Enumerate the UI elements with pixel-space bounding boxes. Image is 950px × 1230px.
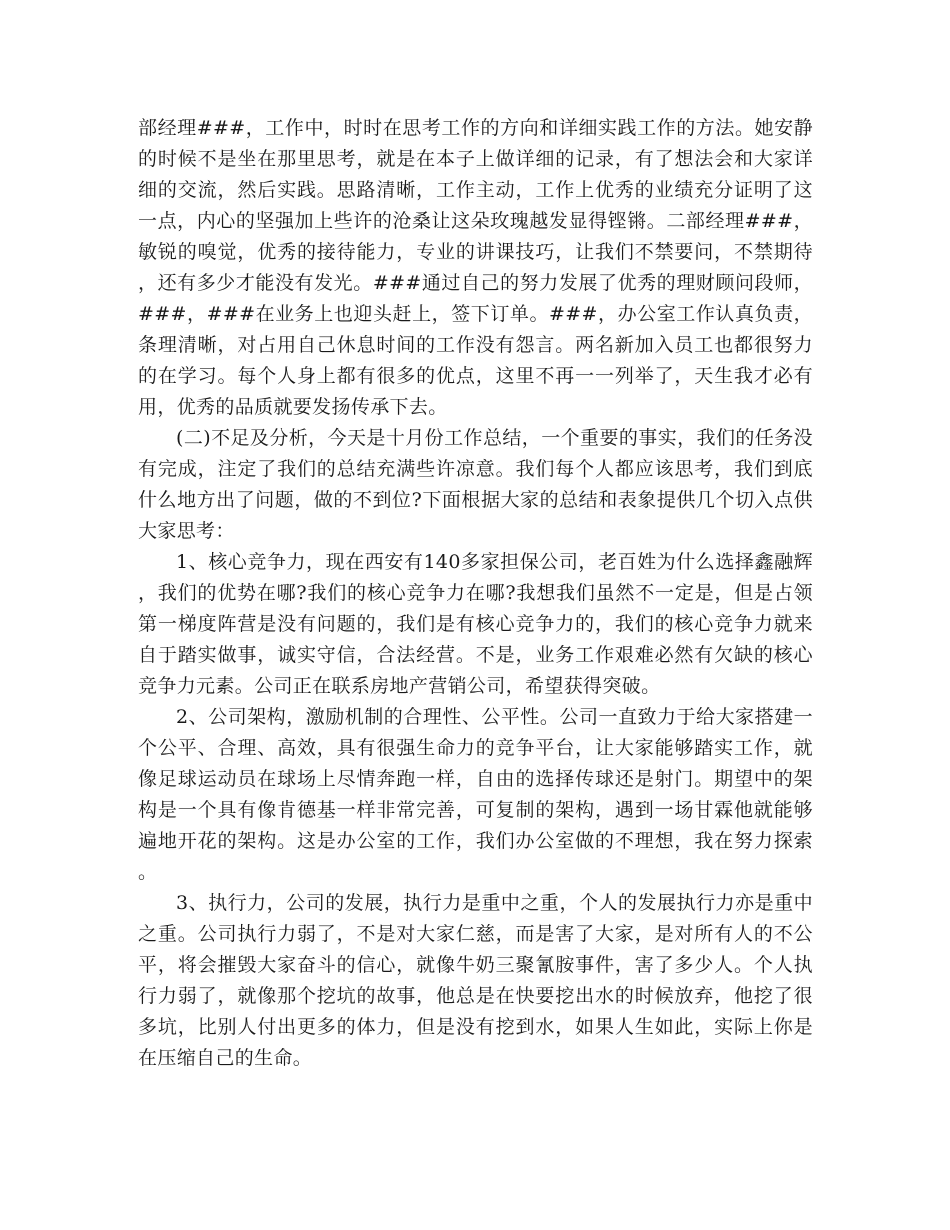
document-body	[138, 113, 813, 1074]
paragraph-1: 部经理###，工作中，时时在思考工作的方向和详细实践工作的方法。她安静的时候不是坐在那里思考，就是在本子上做详细的记录，有了想法会和大家详细的交流，然后实践。思路清晰，工作主动，工作上优秀的业绩充分证明了这一点，内心的坚强加上些许的沧桑让这朵玫瑰越发显得铿锵。二部经理###，敏锐的嗅觉，优秀的接待能力，专业的讲课技巧，让我们不禁要问，不禁期待，还有多少才能没有发光。###通过自己的努力发展了优秀的理财顾问段师，###，###在业务上也迎头赶上，签下订单。###，办公室工作认真负责，条理清晰，对占用自己休息时间的工作没有怨言。两名新加入员工也都很努力的在学习。每个人身上都有很多的优点，这里不再一一列举了，天生我才必有用，优秀的品质就要发扬传承下去。	[138, 117, 813, 418]
paragraph-3: 1、核心竞争力，现在西安有140多家担保公司，老百姓为什么选择鑫融辉，我们的优势在哪?我们的核心竞争力在哪?我想我们虽然不一定是，但是占领第一梯度阵营是没有问题的，我们是有核心竞争力的，我们的核心竞争力就来自于踏实做事，诚实守信，合法经营。不是，业务工作艰难必然有欠缺的核心竞争力元素。公司正在联系房地产营销公司，希望获得突破。	[138, 551, 813, 697]
paragraph-2: (二)不足及分析，今天是十月份工作总结，一个重要的事实，我们的任务没有完成，注定了我们的总结充满些许凉意。我们每个人都应该思考，我们到底什么地方出了问题，做的不到位?下面根据大家的总结和表象提供几个切入点供大家思考：	[138, 427, 813, 542]
paragraph-4: 2、公司架构，激励机制的合理性、公平性。公司一直致力于给大家搭建一个公平、合理、高效，具有很强生命力的竞争平台，让大家能够踏实工作，就像足球运动员在球场上尽情奔跑一样，自由的选择传球还是射门。期望中的架构是一个具有像肯德基一样非常完善，可复制的架构，遇到一场甘霖他就能够遍地开花的架构。这是办公室的工作，我们办公室做的不理想，我在努力探索。	[138, 706, 813, 883]
paragraph-5: 3、执行力，公司的发展，执行力是重中之重，个人的发展执行力亦是重中之重。公司执行力弱了，不是对大家仁慈，而是害了大家，是对所有人的不公平，将会摧毁大家奋斗的信心，就像牛奶三聚氰胺事件，害了多少人。个人执行力弱了，就像那个挖坑的故事，他总是在快要挖出水的时候放弃，他挖了很多坑，比别人付出更多的体力，但是没有挖到水，如果人生如此，实际上你是在压缩自己的生命。	[138, 892, 813, 1069]
